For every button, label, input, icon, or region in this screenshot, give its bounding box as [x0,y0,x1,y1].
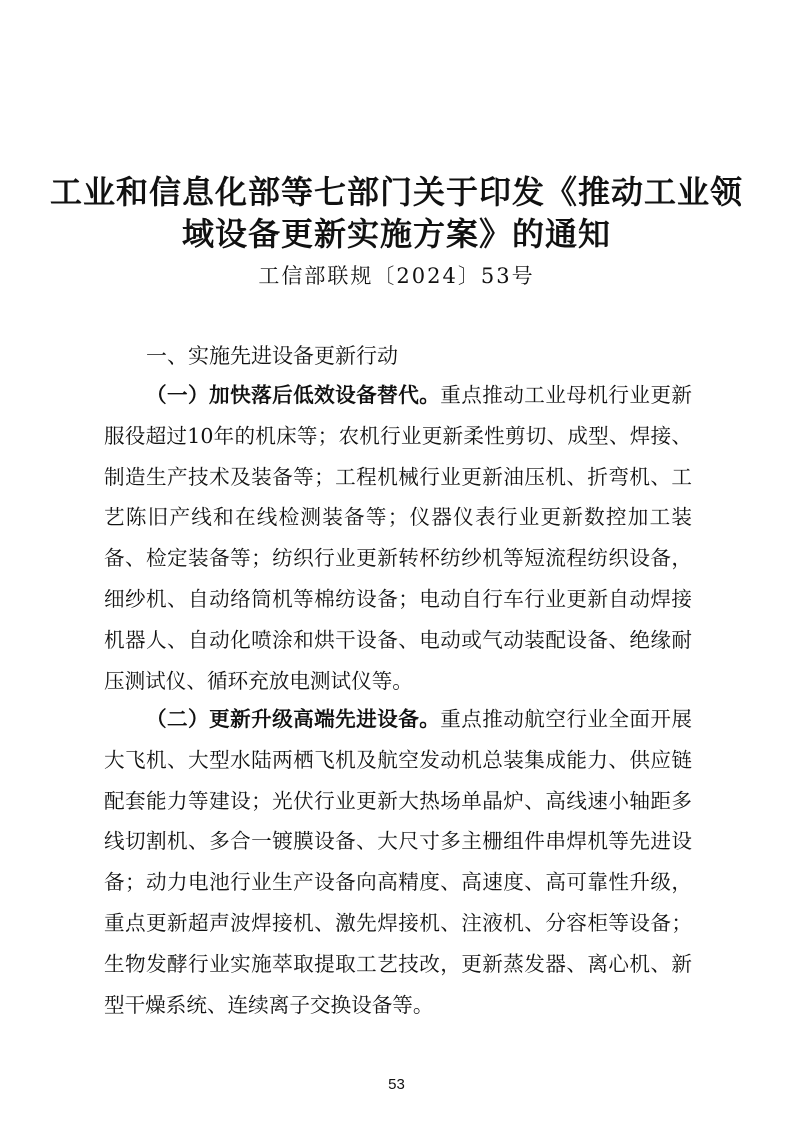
section-heading: 一、实施先进设备更新行动 [146,344,398,368]
paragraph-1-body: 重点推动工业母机行业更新服役超过10年的机床等；农机行业更新柔性剪切、成型、焊接、制造生产技术及装备等；工程机械行业更新油压机、折弯机、工艺陈旧产线和在线检测装备等；仪器仪表行业更新数控加工装备、检定装备等；纺织行业更新转杯纺纱机等短流程纺织设备，细纱机、自动络筒机等棉纺设备；电动自行车行业更新自动焊接机器人、自动化喷涂和烘干设备、电动或气动装配设备、绝缘耐压测试仪、循环充放电测试仪等。 [104,383,693,693]
paragraph-1-lead: （一）加快落后低效设备替代。 [146,383,441,407]
paragraph-2-lead: （二）更新升级高端先进设备。 [146,707,441,731]
document-number: 工信部联规〔2024〕53号 [258,264,535,288]
paragraph-2-body: 重点推动航空行业全面开展大飞机、大型水陆两栖飞机及航空发动机总装集成能力、供应链配套能力等建设；光伏行业更新大热场单晶炉、高线速小轴距多线切割机、多合一镀膜设备、大尺寸多主栅组件串焊机等先进设备；动力电池行业生产设备向高精度、高速度、高可靠性升级，重点更新超声波焊接机、激先焊接机、注液机、分容柜等设备；生物发酵行业实施萃取提取工艺技改，更新蒸发器、离心机、新型干燥系统、连续离子交换设备等。 [104,707,693,1017]
document-title-line-2: 域设备更新实施方案》的通知 [181,215,611,253]
document-title-line-1: 工业和信息化部等七部门关于印发《推动工业领 [49,173,743,211]
paragraph-2 [104,699,692,1025]
paragraph-1 [104,375,692,701]
page-number: 53 [388,1076,405,1093]
